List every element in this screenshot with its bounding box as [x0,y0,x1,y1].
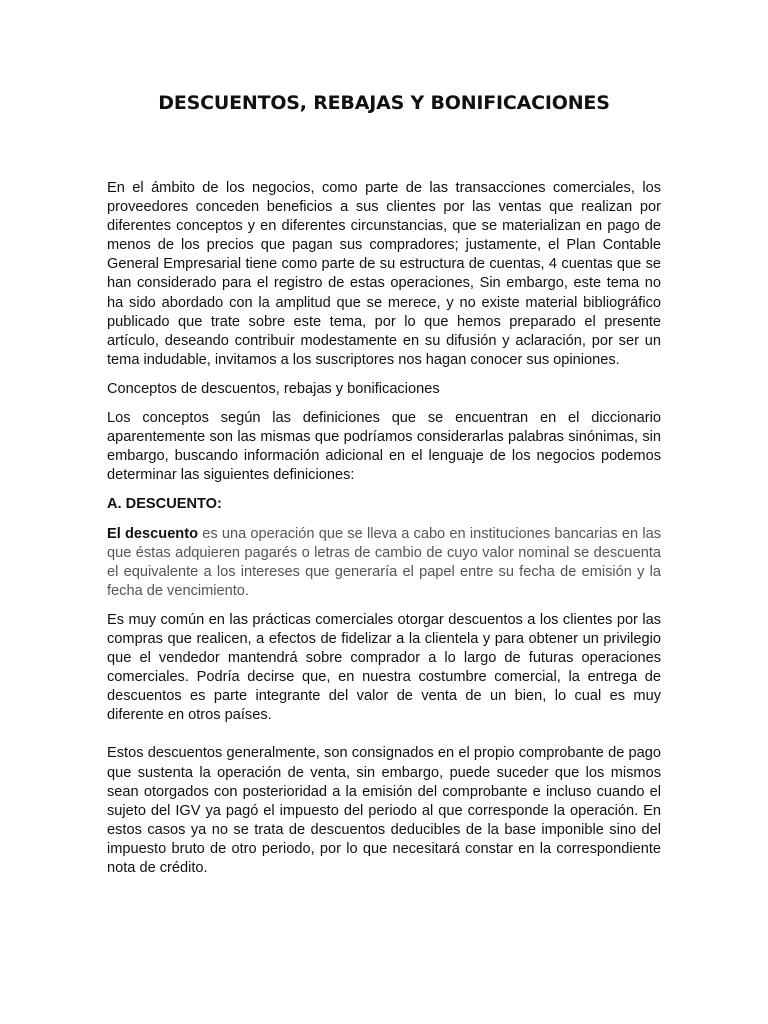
document-title: DESCUENTOS, REBAJAS Y BONIFICACIONES [158,92,610,114]
descuento-term: El descuento [107,525,198,542]
intro-paragraph: En el ámbito de los negocios, como parte de las transacciones comerciales, los proveedores conceden beneficios a sus clientes por las ventas que realizan por diferentes conceptos y en diferentes circunstancias, que se materializan en pago de menos de los precios que pagan sus compradores; justamente, el Plan Contable General Empresarial tiene como parte de su estructura de cuentas, 4 cuentas que se han considerado para el registro de estas operaciones, Sin embargo, este tema no ha sido abordado con la amplitud que se merece, y no existe material bibliográfico publicado que trate sobre este tema, por lo que hemos preparado el presente artículo, deseando contribuir modestamente en su difusión y aclaración, por ser un tema indudable, invitamos a los suscriptores nos hagan conocer sus opiniones. [107,180,661,368]
concepts-paragraph: Los conceptos según las definiciones que se encuentran en el diccionario aparentemente son las mismas que podríamos considerarlas palabras sinónimas, sin embargo, buscando información adicional en el lenguaje de los negocios podemos determinar las siguientes definiciones: [107,410,661,484]
document-body [107,179,661,888]
concepts-subheading: Conceptos de descuentos, rebajas y bonificaciones [107,380,440,397]
descuento-definition-paragraph [107,525,661,601]
section-heading-descuento: A. DESCUENTO: [107,496,222,513]
receipt-paragraph: Estos descuentos generalmente, son consignados en el propio comprobante de pago que sustenta la operación de venta, sin embargo, puede suceder que los mismos sean otorgados con posterioridad a la emisión del comprobante e incluso cuando el sujeto del IGV ya pagó el impuesto del periodo al que corresponde la operación. En estos casos ya no se trata de descuentos deducibles de la base imponible sino del impuesto bruto de otro periodo, por lo que necesitará constar en la correspondiente nota de crédito. [107,745,661,876]
descuento-definition-text: es una operación que se lleva a cabo en instituciones bancarias en las que éstas adquieren pagarés o letras de cambio de cuyo valor nominal se descuenta el equivalente a los intereses que generaría el papel entre su fecha de emisión y la fecha de vencimiento. [107,525,661,599]
commercial-practice-paragraph: Es muy común en las prácticas comerciales otorgar descuentos a los clientes por las compras que realicen, a efectos de fidelizar a la clientela y para obtener un privilegio que el vendedor mantendrá sobre comprador a lo largo de futuras operaciones comerciales. Podría decirse que, en nuestra costumbre comercial, la entrega de descuentos es parte integrante del valor de venta de un bien, lo cual es muy diferente en otros países. [107,611,661,724]
